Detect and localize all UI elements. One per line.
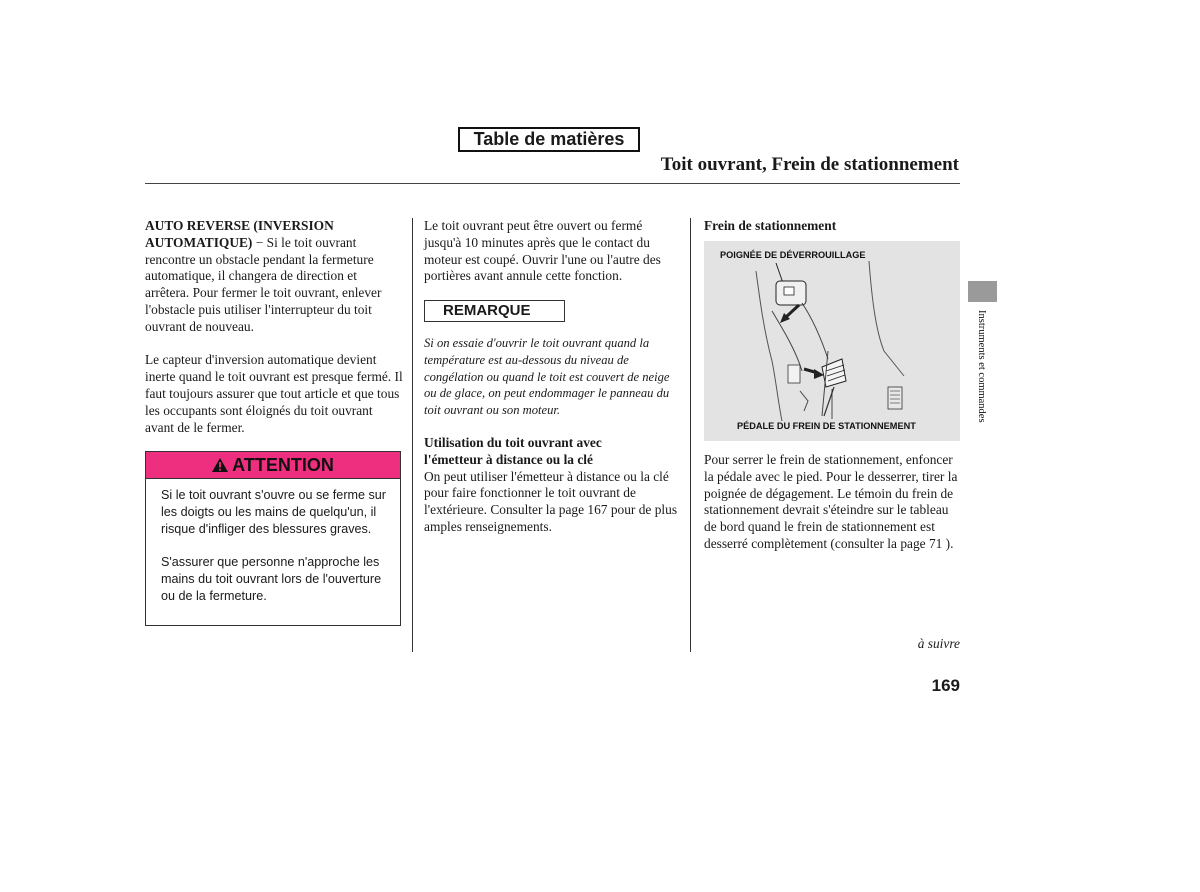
auto-reverse-heading-cont: AUTOMATIQUE) bbox=[145, 234, 253, 250]
attention-title: ATTENTION bbox=[232, 455, 334, 475]
remarque-label: REMARQUE bbox=[424, 300, 565, 322]
auto-reverse-paragraph bbox=[145, 235, 403, 336]
continued-label: à suivre bbox=[917, 636, 960, 651]
section-tab-label: Instruments et commandes bbox=[976, 310, 987, 423]
column-divider-left bbox=[412, 218, 413, 652]
page-title: Toit ouvrant, Frein de stationnement bbox=[660, 154, 959, 175]
remote-heading-line-2: l'émetteur à distance ou la clé bbox=[424, 451, 593, 467]
page-number: 169 bbox=[931, 676, 960, 695]
column-1 bbox=[145, 218, 403, 453]
remote-section bbox=[424, 435, 686, 536]
auto-reverse-heading: AUTO REVERSE (INVERSION bbox=[145, 218, 334, 233]
attention-para-1: Si le toit ouvrant s'ouvre ou se ferme sur les doigts ou les mains de quelqu'un, il risque d'infliger des blessures graves. bbox=[161, 488, 386, 536]
attention-box bbox=[145, 451, 401, 626]
parking-brake-heading: Frein de stationnement bbox=[704, 218, 837, 233]
remote-text: On peut utiliser l'émetteur à distance ou la clé pour faire fonctionner le toit ouvrant de l'extérieure. Consulter la page 167 pour de plus amples renseignements. bbox=[424, 468, 678, 534]
parking-brake-illustration bbox=[704, 241, 960, 441]
column-divider-right bbox=[690, 218, 691, 652]
capteur-paragraph: Le capteur d'inversion automatique devient inerte quand le toit ouvrant est presque fermé. Il faut toujours assurer que tout article et que tous les occupants sont éloignés du toit ouvrant avant de le fermer. bbox=[145, 352, 403, 435]
attention-para-2: S'assurer que personne n'approche les mains du toit ouvrant lors de l'ouverture ou de la fermeture. bbox=[161, 555, 382, 603]
figure-label-release-handle: POIGNÉE DE DÉVERROUILLAGE bbox=[720, 250, 866, 260]
warning-icon bbox=[212, 458, 228, 472]
section-tab-marker bbox=[968, 281, 997, 302]
figure-label-parking-pedal: PÉDALE DU FREIN DE STATIONNEMENT bbox=[737, 421, 916, 431]
attention-header bbox=[146, 452, 400, 479]
remote-heading-line-1: Utilisation du toit ouvrant avec bbox=[424, 435, 602, 450]
sunroof-intro: Le toit ouvrant peut être ouvert ou fermé jusqu'à 10 minutes après que le contact du moteur est coupé. Ouvrir l'une ou l'autre des portières avant annule cette fonction. bbox=[424, 218, 661, 284]
parking-brake-figure bbox=[704, 241, 960, 441]
table-of-contents-button[interactable]: Table de matières bbox=[458, 127, 640, 152]
header-rule bbox=[145, 183, 960, 184]
remarque-text: Si on essaie d'ouvrir le toit ouvrant quand la température est au-dessous du niveau de congélation ou quand le toit est couvert de neige ou de glace, on peut endommager le panneau du toit ouvrant ou son moteur. bbox=[424, 336, 670, 418]
parking-brake-text: Pour serrer le frein de stationnement, enfoncer la pédale avec le pied. Pour le desserrer, tirer la poignée de dégagement. Le témoin du frein de stationnement devrait s'éteindre sur le tableau de bord quand le frein de stationnement est desserré complètement (consulter la page 71 ). bbox=[704, 452, 958, 551]
auto-reverse-text: Si le toit ouvrant rencontre un obstacle pendant la fermeture automatique, il changera de direction et arrêtera. Pour fermer le toit ouvrant, enlever l'obstacle puis utiliser l'interrupteur du toit ouvrant de nouveau. bbox=[145, 234, 382, 334]
attention-body bbox=[161, 487, 391, 605]
auto-reverse-dash: − bbox=[255, 234, 264, 250]
